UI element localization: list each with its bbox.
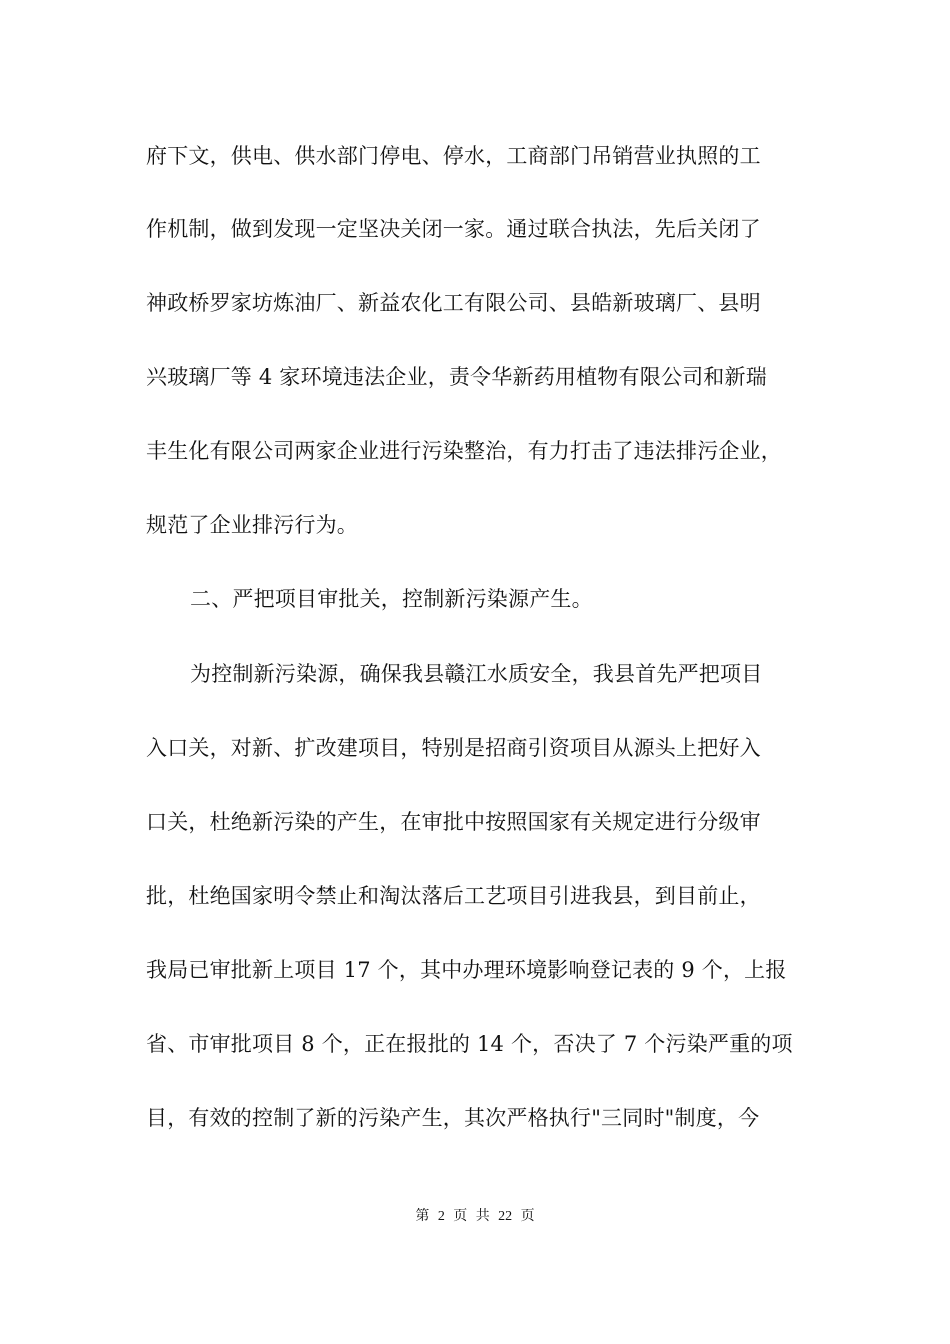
footer-page-word: 页 (453, 1208, 468, 1224)
paragraph-line: 口关，杜绝新污染的产生，在审批中按照国家有关规定进行分级审 (146, 810, 761, 834)
page-footer (0, 1206, 950, 1227)
footer-prefix: 第 (415, 1208, 430, 1224)
total-pages-number: 22 (498, 1209, 513, 1224)
paragraph-line: 批，杜绝国家明令禁止和淘汰落后工艺项目引进我县，到目前止， (146, 884, 761, 908)
paragraph-line: 丰生化有限公司两家企业进行污染整治，有力打击了违法排污企业， (146, 439, 782, 463)
paragraph-line: 目，有效的控制了新的污染产生，其次严格执行"三同时"制度，今 (146, 1106, 760, 1130)
paragraph-line: 为控制新污染源，确保我县赣江水质安全，我县首先严把项目 (190, 662, 763, 686)
paragraph-line: 入口关，对新、扩改建项目，特别是招商引资项目从源头上把好入 (146, 736, 761, 760)
paragraph-line: 省、市审批项目 8 个，正在报批的 14 个，否决了 7 个污染严重的项 (146, 1032, 793, 1056)
current-page-number: 2 (437, 1209, 445, 1224)
footer-total-word: 共 (475, 1208, 490, 1224)
footer-suffix: 页 (520, 1208, 535, 1224)
paragraph-line: 府下文，供电、供水部门停电、停水，工商部门吊销营业执照的工 (146, 144, 761, 168)
paragraph-line: 兴玻璃厂等 4 家环境违法企业，责令华新药用植物有限公司和新瑞 (146, 365, 767, 389)
paragraph-line: 规范了企业排污行为。 (146, 513, 358, 537)
section-heading: 二、严把项目审批关，控制新污染源产生。 (190, 587, 593, 611)
paragraph-line: 作机制，做到发现一定坚决关闭一家。通过联合执法，先后关闭了 (146, 217, 761, 241)
paragraph-line: 神政桥罗家坊炼油厂、新益农化工有限公司、县皓新玻璃厂、县明 (146, 291, 761, 315)
paragraph-line: 我局已审批新上项目 17 个，其中办理环境影响登记表的 9 个，上报 (146, 958, 787, 982)
